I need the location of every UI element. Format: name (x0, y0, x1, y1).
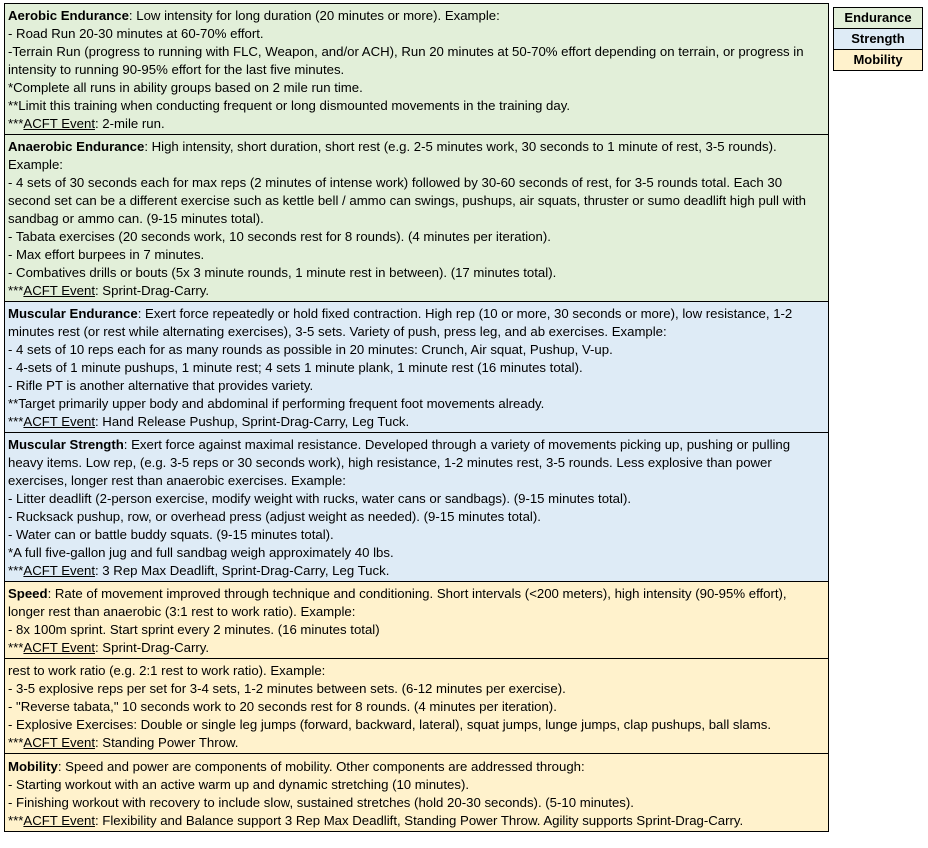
acft-event-line: ***ACFT Event: 3 Rep Max Deadlift, Sprint-Drag-Carry, Leg Tuck. (8, 563, 390, 578)
section-intro: Muscular Endurance: Exert force repeatedly or hold fixed contraction. High rep (10 or more, 30 seconds or more), low resistance, 1-2 minutes rest (or rest while alternating exercises), 3-5 sets. Variety of push, press leg, and ab exercises. Example: (8, 306, 793, 339)
legend-mobility: Mobility (834, 50, 922, 70)
list-item: *Complete all runs in ability groups based on 2 mile run time. (8, 80, 363, 95)
section-title: Mobility (8, 759, 58, 774)
acft-event-line: ***ACFT Event: Hand Release Pushup, Sprint-Drag-Carry, Leg Tuck. (8, 414, 410, 429)
section-intro: Aerobic Endurance: Low intensity for long duration (20 minutes or more). Example: (8, 8, 500, 23)
list-item: - Road Run 20-30 minutes at 60-70% effort. (8, 26, 264, 41)
color-legend (833, 7, 923, 71)
acft-event-label: ACFT Event (23, 414, 95, 429)
list-item: - "Reverse tabata," 10 seconds work to 20 seconds rest for 8 rounds. (4 minutes per iteration). (8, 699, 557, 714)
section-anaerobic-endurance (5, 135, 828, 302)
list-item: - 4 sets of 10 reps each for as many rounds as possible in 20 minutes: Crunch, Air squat, Pushup, V-up. (8, 342, 613, 357)
list-item: - Tabata exercises (20 seconds work, 10 seconds rest for 8 rounds). (4 minutes per iteration). (8, 229, 551, 244)
list-item: - Litter deadlift (2-person exercise, modify weight with rucks, water cans or sandbags). (9-15 minutes total). (8, 491, 632, 506)
section-title: Speed (8, 586, 48, 601)
section-intro: rest to work ratio (e.g. 2:1 rest to work ratio). Example: (8, 663, 326, 678)
list-item: **Target primarily upper body and abdominal if performing frequent foot movements already. (8, 396, 545, 411)
list-item: - Starting workout with an active warm up and dynamic stretching (10 minutes). (8, 777, 470, 792)
section-title: Aerobic Endurance (8, 8, 129, 23)
section-speed (5, 582, 828, 659)
section-intro: Muscular Strength: Exert force against maximal resistance. Developed through a variety of movements picking up, pushing or pulling heavy items. Low rep, (e.g. 3-5 reps or 30 seconds work), high resistance, 1-2 minutes rest, 3-5 rounds. Less explosive than power exercises, longer rest than anaerobic exercises. Example: (8, 437, 791, 488)
section-muscular-strength (5, 433, 828, 582)
list-item: - 3-5 explosive reps per set for 3-4 sets, 1-2 minutes between sets. (6-12 minutes per exercise). (8, 681, 566, 696)
list-item: - Water can or battle buddy squats. (9-15 minutes total). (8, 527, 334, 542)
list-item: - Combatives drills or bouts (5x 3 minute rounds, 1 minute rest in between). (17 minutes total). (8, 265, 557, 280)
section-aerobic-endurance (5, 4, 828, 135)
acft-event-label: ACFT Event (23, 283, 95, 298)
list-item: - Explosive Exercises: Double or single leg jumps (forward, backward, lateral), squat jumps, lunge jumps, clap pushups, ball slams. (8, 717, 772, 732)
list-item: -Terrain Run (progress to running with FLC, Weapon, and/or ACH), Run 20 minutes at 50-70% effort depending on terrain, or progress in intensity to running 90-95% effort for the last five minutes. (8, 44, 804, 77)
legend-strength: Strength (834, 29, 922, 50)
list-item: - 4-sets of 1 minute pushups, 1 minute rest; 4 sets 1 minute plank, 1 minute rest (16 minutes total). (8, 360, 583, 375)
section-intro: Anaerobic Endurance: High intensity, short duration, short rest (e.g. 2-5 minutes work, 30 seconds to 1 minute of rest, 3-5 rounds). Example: (8, 139, 777, 172)
acft-event-line: ***ACFT Event: Sprint-Drag-Carry. (8, 283, 210, 298)
section-title: Anaerobic Endurance (8, 139, 145, 154)
acft-event-label: ACFT Event (23, 813, 95, 828)
section-mobility (5, 754, 828, 832)
training-table (4, 3, 829, 832)
section-title: Muscular Endurance (8, 306, 138, 321)
acft-event-line: ***ACFT Event: Flexibility and Balance support 3 Rep Max Deadlift, Standing Power Throw. Agility supports Sprint-Drag-Carry. (8, 813, 744, 828)
list-item: *A full five-gallon jug and full sandbag weigh approximately 40 lbs. (8, 545, 394, 560)
list-item: - Max effort burpees in 7 minutes. (8, 247, 205, 262)
list-item: - 8x 100m sprint. Start sprint every 2 minutes. (16 minutes total) (8, 622, 380, 637)
acft-event-line: ***ACFT Event: 2-mile run. (8, 116, 165, 131)
acft-event-label: ACFT Event (23, 116, 95, 131)
list-item: - 4 sets of 30 seconds each for max reps (2 minutes of intense work) followed by 30-60 seconds of rest, for 3-5 rounds total. Each 30 second set can be a different exercise such as kettle bell / ammo can swings, pushups, air squats, thruster or sumo deadlift high pull with sandbag or ammo can. (9-15 minutes total). (8, 175, 807, 226)
list-item: **Limit this training when conducting frequent or long dismounted movements in the training day. (8, 98, 571, 113)
acft-event-line: ***ACFT Event: Sprint-Drag-Carry. (8, 640, 210, 655)
section-title: Muscular Strength (8, 437, 124, 452)
list-item: - Finishing workout with recovery to include slow, sustained stretches (hold 20-30 seconds). (5-10 minutes). (8, 795, 634, 810)
acft-event-label: ACFT Event (23, 563, 95, 578)
legend-endurance: Endurance (834, 8, 922, 29)
list-item: - Rifle PT is another alternative that provides variety. (8, 378, 314, 393)
list-item: - Rucksack pushup, row, or overhead press (adjust weight as needed). (9-15 minutes total). (8, 509, 541, 524)
acft-event-label: ACFT Event (23, 735, 95, 750)
section-muscular-endurance (5, 302, 828, 433)
acft-event-line: ***ACFT Event: Standing Power Throw. (8, 735, 239, 750)
section-power (5, 659, 828, 754)
section-intro: Mobility: Speed and power are components of mobility. Other components are addressed through: (8, 759, 585, 774)
section-intro: Speed: Rate of movement improved through technique and conditioning. Short intervals (<200 meters), high intensity (90-95% effort), longer rest than anaerobic (3:1 rest to work ratio). Example: (8, 586, 787, 619)
acft-event-label: ACFT Event (23, 640, 95, 655)
